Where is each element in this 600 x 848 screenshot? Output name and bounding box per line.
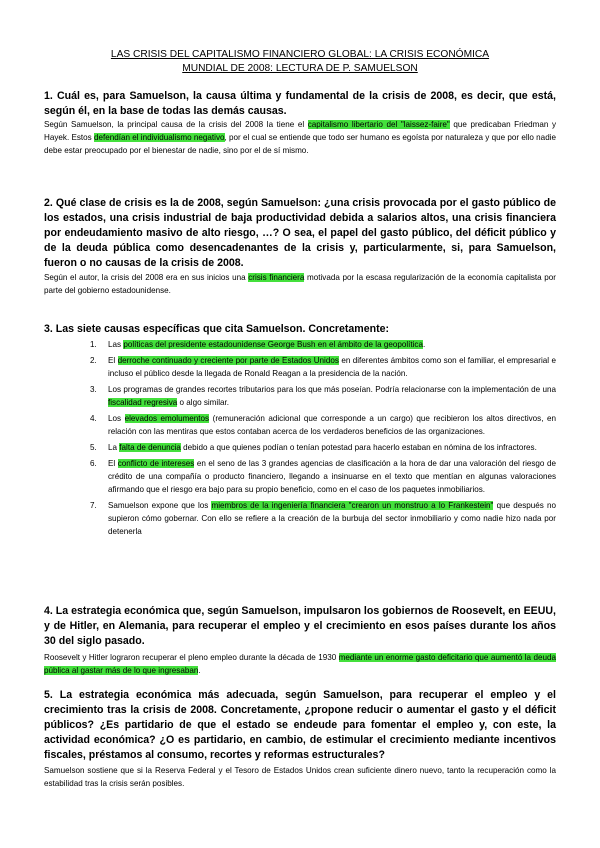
cause-number: 7. bbox=[90, 501, 97, 510]
cause-item-5 bbox=[90, 441, 556, 454]
cause-text: Las bbox=[108, 340, 124, 349]
cause-item-6 bbox=[90, 457, 556, 496]
answer-5: Samuelson sostiene que si la Reserva Federal y el Tesoro de Estados Unidos crean suficiente dinero nuevo, tanto la recuperación como la estabilidad tras la crisis serán posibles. bbox=[44, 766, 556, 788]
cause-text: o algo similar. bbox=[177, 398, 230, 407]
cause-text: (remuneración adicional que corresponde a un cargo) que recibieron los altos directivos, en relación con las mentiras que estos contaban acerca de los verdaderos beneficios de las organizaciones. bbox=[108, 414, 556, 436]
cause-highlight: fiscalidad regresiva bbox=[108, 398, 178, 407]
cause-text: en el seno de las 3 grandes agencias de clasificación a la hora de dar una valoración del riesgo de crédito de una compañía o producto financiero, llegando a insinuarse en el texto que mentían en algunas valoraciones afirmando que el riesgo era bajo para su propio beneficio, como en el caso de los paquetes inmobiliarios. bbox=[108, 459, 556, 494]
cause-number: 5. bbox=[90, 443, 97, 452]
answer-1-text-c: , por el cual se entiende que todo ser humano es egoísta por naturaleza y que por ello nadie debe estar preocupado por el bienestar de nadie, sino por el de sí mismo. bbox=[44, 133, 556, 155]
cause-highlight: miembros de la ingeniería financiera "crearon un monstruo a lo Frankestein" bbox=[211, 501, 494, 510]
answer-4-highlight: mediante un enorme gasto deficitario que aumentó la deuda pública al gastar más de lo que ingresaban bbox=[44, 653, 556, 675]
cause-text: El bbox=[108, 356, 118, 365]
cause-text: Samuelson expone que los bbox=[108, 501, 212, 510]
cause-text: El bbox=[108, 459, 118, 468]
cause-highlight: políticas del presidente estadounidense George Bush en el ámbito de la geopolítica bbox=[123, 340, 423, 349]
answer-2-highlight: crisis financiera bbox=[248, 273, 305, 282]
document-title-line-2: MUNDIAL DE 2008: LECTURA DE P. SAMUELSON bbox=[182, 63, 418, 74]
cause-item-4 bbox=[90, 412, 556, 438]
answer-4-text-a: Roosevelt y Hitler lograron recuperar el pleno empleo durante la década de 1930 bbox=[44, 653, 339, 662]
answer-4-text-b: . bbox=[198, 666, 201, 675]
answer-2 bbox=[44, 271, 556, 297]
cause-number: 4. bbox=[90, 414, 97, 423]
cause-text: en diferentes ámbitos como son el familiar, el empresarial e incluso el público desde la llegada de Ronald Reagan a la presidencia de la nación. bbox=[108, 356, 556, 378]
cause-text: Los programas de grandes recortes tributarios para los que más poseían. Podría relacionarse con la implementación de una bbox=[108, 385, 556, 394]
answer-2-text-a: Según el autor, la crisis del 2008 era en sus inicios una bbox=[44, 273, 249, 282]
cause-item-3 bbox=[90, 383, 556, 409]
question-2: 2. Qué clase de crisis es la de 2008, según Samuelson: ¿una crisis provocada por el gasto público de los estados, una crisis industrial de baja productividad debida a salarios altos, una crisis financiera por endeudamiento masivo de alto riesgo, …? O sea, el papel del gasto público, del déficit público y de la deuda pública como desencadenantes de la crisis y, particularmente, si, para Samuelson, fueron o no causas de la crisis de 2008. bbox=[44, 197, 556, 269]
answer-1-text-a: Según Samuelson, la principal causa de la crisis del 2008 la tiene el bbox=[44, 120, 308, 129]
cause-highlight: conflicto de intereses bbox=[117, 459, 195, 468]
answer-4 bbox=[44, 651, 556, 677]
cause-text: debido a que quienes podían o tenían potestad para hacerlo estaban en nómina de los infractores. bbox=[180, 443, 537, 452]
cause-item-2 bbox=[90, 354, 556, 380]
answer-1-highlight-2: defendían el individualismo negativo bbox=[93, 133, 225, 142]
cause-number: 1. bbox=[90, 340, 97, 349]
question-3: 3. Las siete causas específicas que cita Samuelson. Concretamente: bbox=[44, 323, 390, 335]
answer-1-text-b: que predicaban Friedman y Hayek. Estos bbox=[44, 120, 557, 142]
cause-highlight: elevados emolumentos bbox=[124, 414, 210, 423]
answer-1 bbox=[44, 118, 556, 157]
question-5: 5. La estrategia económica más adecuada, según Samuelson, para recuperar el empleo y el crecimiento tras la crisis de 2008. Concretamente, ¿propone reducir o aumentar el gasto y el déficit públicos? ¿Es partidario de que el estado se endeude para fomentar el empleo y, con este, la actividad económica? ¿O es partidario, en cambio, de estimular el crecimiento mediante incentivos fiscales, préstamos al consumo, recortes y reformas estructurales? bbox=[44, 689, 556, 761]
answer-1-highlight-1: capitalismo libertario del "laissez-faire" bbox=[307, 120, 450, 129]
question-4: 4. La estrategia económica que, según Samuelson, impulsaron los gobiernos de Roosevelt, en EEUU, y de Hitler, en Alemania, para recuperar el empleo y el crecimiento en esos países durante los años 30 del siglo pasado. bbox=[44, 605, 556, 647]
cause-text: La bbox=[108, 443, 120, 452]
cause-highlight: derroche continuado y creciente por parte de Estados Unidos bbox=[117, 356, 339, 365]
cause-number: 2. bbox=[90, 356, 97, 365]
cause-highlight: falta de denuncia bbox=[119, 443, 181, 452]
question-1: 1. Cuál es, para Samuelson, la causa última y fundamental de la crisis de 2008, es decir, que está, según él, en la base de todas las demás causas. bbox=[44, 90, 556, 117]
causes-list bbox=[90, 338, 556, 541]
cause-number: 3. bbox=[90, 385, 97, 394]
answer-2-text-b: motivada por la escasa regularización de la economía capitalista por parte del gobierno estadounidense. bbox=[44, 273, 556, 295]
document-title-line-1: LAS CRISIS DEL CAPITALISMO FINANCIERO GLOBAL: LA CRISIS ECONÓMICA bbox=[110, 49, 490, 60]
cause-item-7 bbox=[90, 499, 556, 538]
cause-text: . bbox=[422, 340, 426, 349]
cause-item-1 bbox=[90, 338, 556, 351]
cause-number: 6. bbox=[90, 459, 97, 468]
cause-text: Los bbox=[108, 414, 125, 423]
cause-text: que después no supieron cómo gobernar. Con ello se refiere a la creación de la burbuja del sector inmobiliario y como nadie hizo nada por detenerla bbox=[108, 501, 556, 536]
